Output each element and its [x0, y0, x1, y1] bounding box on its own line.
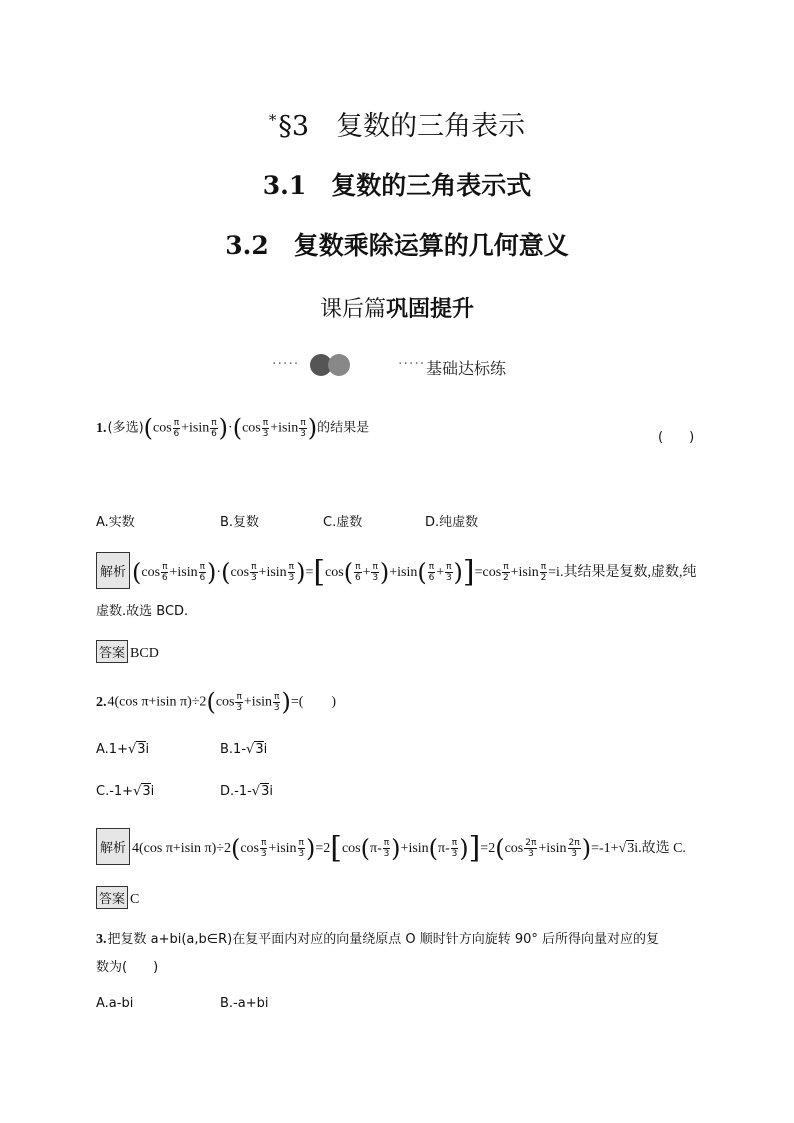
q2-option-a: A.1+√3i: [96, 742, 150, 757]
q2-analysis: 解析 4(cos π+isin π)÷2(cos $\frac{\pi}{3}$ +isin $\frac{\pi}{3}$ )=2[cos(π- $\frac{\pi}{3}$ )+isin(π- $\frac{\pi}{3}$ )]=2(cos $\frac{2\pi}{3}$ +isin $\frac{2\pi}{3}$ )=-1+√3i.故选 C.: [96, 828, 686, 865]
q1-option-a: A.实数: [96, 515, 135, 530]
q2-stem: 2.4(cos π+isin π)÷2(cos $\frac{\pi}{3}$ +isin $\frac{\pi}{3}$ )=( ): [96, 688, 337, 716]
answer-tag: 答案: [96, 886, 128, 909]
subtitle-2: 3.2 复数乘除运算的几何意义: [225, 231, 569, 260]
optional-star: *: [268, 111, 277, 129]
answer-tag: 答案: [96, 640, 128, 663]
q1-analysis-line2: 虚数.故选 BCD.: [96, 604, 189, 619]
subtitle-1: 3.1 复数的三角表示式: [262, 171, 532, 200]
section-label: 基础达标练: [426, 359, 507, 378]
analysis-tag: 解析: [96, 552, 130, 589]
section-divider: [272, 350, 532, 380]
q1-stem: 1.(多选)(cos $\frac{\pi}{6}$ +isin $\frac{\pi}{6}$ )·(cos $\frac{\pi}{3}$ +isin $\frac{\pi}{3}$ )的结果是: [96, 414, 370, 442]
q1-option-c: C.虚数: [323, 515, 363, 530]
circle-icon-2: [328, 354, 350, 376]
q1-answer: 答案 BCD: [96, 640, 159, 663]
q2-option-b: B.1-√3i: [220, 742, 268, 757]
q1-blank: ( ): [658, 430, 695, 445]
q2-answer: 答案 C: [96, 886, 139, 909]
q3-option-b: B.-a+bi: [220, 996, 269, 1011]
q3-stem: 3.把复数 a+bi(a,b∈R)在复平面内对应的向量绕原点 O 顺时针方向旋转 90° 后所得向量对应的复: [96, 932, 660, 947]
q2-option-c: C.-1+√3i: [96, 784, 155, 799]
q1-analysis: 解析 (cos $\frac{\pi}{6}$ +isin $\frac{\pi}{6}$ )·(cos $\frac{\pi}{3}$ +isin $\frac{\pi}{3}$ )=[cos( $\frac{\pi}{6}$ + $\frac{\pi}{3}$ )+isin( $\frac{\pi}{6}$ + $\frac{\pi}{3}$ )]=cos $\frac{\pi}{2}$ +isin $\frac{\pi}{2}$ =i.其结果是复数,虚数,纯: [96, 552, 696, 589]
section-heading: 课后篇巩固提升: [319, 297, 475, 322]
dots-left: ·····: [272, 356, 300, 372]
q1-option-b: B.复数: [220, 515, 260, 530]
q3-stem-line2: 数为( ): [96, 960, 159, 975]
dots-right: ·····: [398, 356, 426, 372]
chapter-title: *§3 复数的三角表示: [268, 111, 526, 142]
q3-option-a: A.a-bi: [96, 996, 134, 1011]
analysis-tag: 解析: [96, 828, 130, 865]
q2-option-d: D.-1-√3i: [220, 784, 273, 799]
q1-option-d: D.纯虚数: [425, 515, 479, 530]
